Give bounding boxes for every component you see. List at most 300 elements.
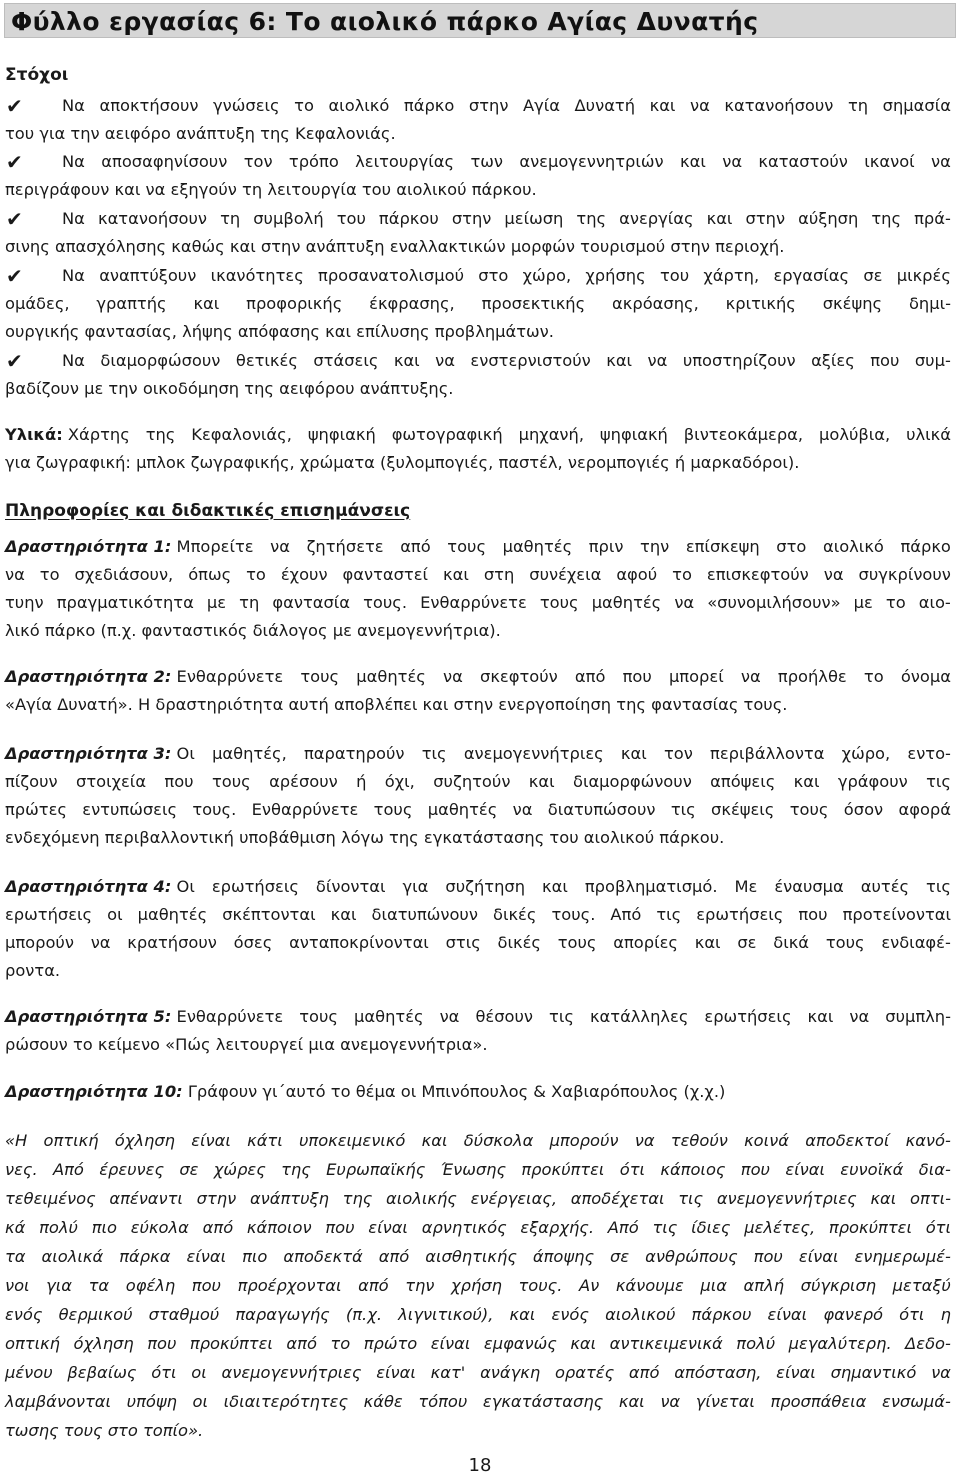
word: μπορεί bbox=[668, 667, 724, 686]
word: και bbox=[606, 351, 633, 370]
word: οπτική bbox=[43, 1131, 99, 1150]
word: από bbox=[400, 537, 431, 556]
word: ερωτήσεις bbox=[211, 877, 299, 896]
word: τους. bbox=[363, 593, 408, 612]
word: πάρκα bbox=[119, 1247, 171, 1266]
word: αποκτήσουν bbox=[99, 96, 199, 115]
word: τις bbox=[926, 877, 951, 896]
word: όσον bbox=[843, 800, 884, 819]
word: αποδεκτά bbox=[283, 1247, 363, 1266]
word: τις bbox=[656, 905, 682, 924]
word: αιο- bbox=[918, 593, 951, 612]
word: να bbox=[931, 1363, 951, 1382]
word: εύκολα bbox=[130, 1218, 189, 1237]
word: δια- bbox=[918, 1160, 951, 1179]
word: είναι bbox=[368, 1218, 408, 1237]
word: σταθμού bbox=[148, 1305, 220, 1324]
word: παραγωγής bbox=[235, 1305, 330, 1324]
word: τους. bbox=[551, 905, 596, 924]
word: οι bbox=[107, 905, 123, 924]
word: από bbox=[628, 1363, 660, 1382]
word: διατυπώνουν bbox=[371, 905, 478, 924]
word: εμφανώς bbox=[483, 1334, 557, 1353]
word: και bbox=[421, 1131, 448, 1150]
word: ανάπτυξη bbox=[249, 1189, 329, 1208]
word: μένου bbox=[5, 1363, 53, 1382]
word: Να bbox=[62, 351, 85, 370]
word: το bbox=[885, 593, 906, 612]
word: ψηφιακή bbox=[599, 425, 668, 444]
activity-label: Δραστηριότητα 2: bbox=[5, 667, 172, 686]
word: μελέτες, bbox=[744, 1218, 816, 1237]
word: είναι bbox=[376, 1363, 416, 1382]
word: ανεμογεννήτριες bbox=[463, 744, 604, 763]
activity-line: «Αγία Δυνατή». Η δραστηριότητα αυτή αποβλέπει και στην ενεργοποίηση της φαντασίας τους. bbox=[5, 695, 788, 714]
word: είναι bbox=[798, 1247, 839, 1266]
word: «συνομιλήσουν» bbox=[707, 593, 841, 612]
word: εγκατάστασης bbox=[482, 1392, 604, 1411]
word: από bbox=[358, 1276, 389, 1295]
word: που bbox=[753, 1247, 783, 1266]
word: αιολικής bbox=[386, 1189, 457, 1208]
word: ενστερνιστούν bbox=[470, 351, 591, 370]
word: ή bbox=[356, 772, 367, 791]
word: ενός bbox=[551, 1305, 589, 1324]
word: δίνονται bbox=[315, 877, 386, 896]
word: το bbox=[39, 565, 60, 584]
word: αιολικό bbox=[328, 96, 390, 115]
activity-line bbox=[5, 592, 951, 614]
goal-line bbox=[5, 293, 951, 315]
word: Να bbox=[62, 96, 85, 115]
word: που bbox=[622, 667, 652, 686]
word: αφορά bbox=[898, 800, 951, 819]
word: επισκεφτούν bbox=[706, 565, 809, 584]
word: συμ- bbox=[914, 351, 951, 370]
word: κανό- bbox=[905, 1131, 951, 1150]
word: υποστηρίζουν bbox=[682, 351, 796, 370]
word: κατάλληλες bbox=[589, 1007, 689, 1026]
word: προκύπτει bbox=[189, 1334, 273, 1353]
word: πολύ bbox=[39, 1218, 78, 1237]
word: εξαρχής. bbox=[520, 1218, 595, 1237]
word: έρευνες bbox=[99, 1160, 165, 1179]
word: απέναντι bbox=[109, 1189, 183, 1208]
quote-line: τωσης τους στο τοπίο». bbox=[5, 1421, 204, 1440]
word: αιολικού bbox=[605, 1305, 676, 1324]
word: κατανοήσουν bbox=[97, 209, 208, 228]
word: αποσαφηνίσουν bbox=[101, 152, 228, 171]
word: Δεδο- bbox=[905, 1334, 951, 1353]
word: Να bbox=[62, 209, 85, 228]
word: φανερό bbox=[823, 1305, 883, 1324]
word: Να bbox=[62, 152, 85, 171]
word: προτείνονται bbox=[842, 905, 951, 924]
word: χώρο, bbox=[841, 744, 891, 763]
word: να bbox=[439, 1007, 460, 1026]
word: και bbox=[620, 744, 647, 763]
word: να bbox=[270, 537, 290, 556]
goal-line: σινης απασχόλησης καθώς και στην ανάπτυξη εναλλακτικών μορφών τουρισμού στην περιοχή. bbox=[5, 237, 785, 256]
title-bar bbox=[4, 3, 956, 38]
word: αξίες bbox=[811, 351, 855, 370]
check-icon: ✔ bbox=[6, 349, 23, 373]
word: τεθειμένος bbox=[5, 1189, 96, 1208]
goals-heading: Στόχοι bbox=[5, 65, 69, 85]
word: κάποιος bbox=[660, 1160, 726, 1179]
word: από bbox=[286, 1334, 317, 1353]
word: Από bbox=[52, 1160, 84, 1179]
quote-line bbox=[5, 1391, 951, 1413]
word: ψηφιακή bbox=[307, 425, 376, 444]
word: σκέψεις bbox=[711, 800, 775, 819]
word: όχληση bbox=[73, 1334, 134, 1353]
word: και bbox=[542, 877, 568, 896]
activity-line bbox=[5, 904, 951, 926]
word: Ενθαρρύνετε bbox=[420, 593, 527, 612]
word: να bbox=[931, 152, 951, 171]
word: τα bbox=[88, 1276, 110, 1295]
word: το bbox=[863, 667, 884, 686]
word: ακρόασης, bbox=[612, 294, 699, 313]
word: από bbox=[574, 667, 606, 686]
word: λιγνιτικού), bbox=[398, 1305, 494, 1324]
word: προσανατολισμού bbox=[318, 266, 464, 285]
activity-line bbox=[5, 932, 951, 954]
word: καταστούν bbox=[758, 152, 848, 171]
word: να bbox=[823, 565, 844, 584]
word: Αγία bbox=[522, 96, 560, 115]
word: δημι- bbox=[908, 294, 951, 313]
goal-line bbox=[62, 151, 951, 173]
word: ανεμογεννήτριες bbox=[221, 1363, 362, 1382]
word: είναι bbox=[767, 1305, 808, 1324]
word: προήλθε bbox=[777, 667, 847, 686]
word: τις bbox=[926, 772, 951, 791]
word: φανταστεί bbox=[342, 565, 429, 584]
word: να bbox=[647, 351, 668, 370]
word: τη bbox=[847, 96, 869, 115]
word: (π.χ. bbox=[345, 1305, 383, 1324]
word: νες. bbox=[5, 1160, 38, 1179]
activity-line: ενδεχόμενη περιβαλλοντική υποβάθμιση λόγω της εγκατάστασης του αιολικού πάρκου. bbox=[5, 828, 725, 847]
word: της bbox=[576, 209, 607, 228]
word: ορατές bbox=[554, 1363, 615, 1382]
word: μεγαλύτερη. bbox=[788, 1334, 892, 1353]
word: διαμορφώνουν bbox=[572, 772, 692, 791]
word: από bbox=[202, 1218, 234, 1237]
word: το bbox=[672, 565, 692, 584]
word: προέρχονται bbox=[237, 1276, 342, 1295]
word: οπτι- bbox=[910, 1189, 951, 1208]
info-heading bbox=[5, 500, 410, 522]
line-lead: Δραστηριότητα 5: Ενθαρρύνετε bbox=[5, 1007, 284, 1026]
word: Ευρωπαϊκής bbox=[326, 1160, 426, 1179]
word: είναι bbox=[776, 1363, 816, 1382]
quote-line bbox=[5, 1130, 951, 1152]
word: να bbox=[849, 1007, 870, 1026]
activity-line bbox=[5, 564, 951, 586]
word: στην bbox=[745, 209, 786, 228]
activity-label: Δραστηριότητα 3: bbox=[5, 744, 172, 763]
word: προσεκτικής bbox=[481, 294, 586, 313]
word: δικές bbox=[492, 905, 537, 924]
word: τους bbox=[557, 933, 597, 952]
word: της bbox=[342, 1189, 373, 1208]
word: το bbox=[246, 565, 266, 584]
word: σκέπτονται bbox=[222, 905, 316, 924]
word: αύξηση bbox=[798, 209, 859, 228]
word: αιολικά bbox=[41, 1247, 104, 1266]
word: ομάδες, bbox=[5, 294, 70, 313]
word: ότι bbox=[151, 1363, 177, 1382]
word: της bbox=[281, 1160, 311, 1179]
word: μια bbox=[700, 1276, 727, 1295]
word: σημαντικό bbox=[830, 1363, 917, 1382]
activity-label: Δραστηριότητα 5: bbox=[5, 1007, 172, 1026]
word: υλικά bbox=[906, 425, 951, 444]
word: χρήση bbox=[450, 1276, 502, 1295]
word: σε bbox=[737, 933, 757, 952]
word: πρώτο bbox=[363, 1334, 418, 1353]
word: πρά- bbox=[914, 209, 951, 228]
word: μπορούν bbox=[549, 1131, 619, 1150]
word: απλή bbox=[743, 1276, 785, 1295]
activity-label: Δραστηριότητα 10: bbox=[5, 1082, 183, 1101]
word: Με bbox=[734, 877, 758, 896]
line-lead: Δραστηριότητα 2: Ενθαρρύνετε bbox=[5, 667, 284, 686]
quote-line bbox=[5, 1159, 951, 1181]
word: ενδιαφέ- bbox=[881, 933, 951, 952]
word: και bbox=[509, 1305, 536, 1324]
word: να bbox=[740, 667, 761, 686]
word: πάρκο bbox=[403, 96, 455, 115]
word: πρώτες bbox=[5, 800, 67, 819]
word: απόψεις bbox=[710, 772, 776, 791]
word: με bbox=[853, 593, 873, 612]
quote-line bbox=[5, 1217, 951, 1239]
word: αποδεκτοί bbox=[805, 1131, 890, 1150]
word: της bbox=[145, 425, 176, 444]
word: της bbox=[871, 209, 902, 228]
word: και bbox=[807, 1007, 834, 1026]
activity-line: Δραστηριότητα 10: Γράφουν γι΄αυτό το θέμα οι Μπινόπουλος & Χαβιαρόπουλος (χ.χ.) bbox=[5, 1082, 726, 1101]
word: ζητήσετε bbox=[306, 537, 384, 556]
page-number: 18 bbox=[468, 1455, 492, 1476]
word: του bbox=[336, 209, 366, 228]
activity-line bbox=[5, 536, 951, 558]
word: στη bbox=[483, 565, 515, 584]
word: στο bbox=[478, 266, 509, 285]
word: τους bbox=[373, 800, 413, 819]
word: τον bbox=[243, 152, 273, 171]
word: οπτική bbox=[5, 1334, 60, 1353]
word: είναι bbox=[186, 1247, 227, 1266]
word: είναι bbox=[191, 1131, 231, 1150]
word: τυην bbox=[5, 593, 44, 612]
check-icon: ✔ bbox=[6, 150, 23, 174]
word: κά bbox=[5, 1218, 26, 1237]
word: τρόπο bbox=[288, 152, 339, 171]
word: και bbox=[706, 209, 733, 228]
word: μαθητές bbox=[137, 905, 208, 924]
quote-line bbox=[5, 1246, 951, 1268]
word: διατυπώσουν bbox=[547, 800, 656, 819]
word: νοι bbox=[5, 1276, 30, 1295]
materials-label: Υλικά: bbox=[5, 425, 63, 444]
word: πάρκο bbox=[900, 537, 951, 556]
quote-line bbox=[5, 1333, 951, 1355]
word: χρήσης bbox=[585, 266, 646, 285]
word: τις bbox=[421, 744, 447, 763]
word: απορίες bbox=[613, 933, 678, 952]
word: γραπτής bbox=[96, 294, 167, 313]
word: ενέργειας, bbox=[470, 1189, 558, 1208]
word: και bbox=[443, 565, 469, 584]
word: όνομα bbox=[900, 667, 951, 686]
word: ενός bbox=[5, 1305, 43, 1324]
word: σύγκριση bbox=[800, 1276, 877, 1295]
activity-line: ρώσουν το κείμενο «Πώς λειτουργεί μια ανεμογεννήτρια». bbox=[5, 1035, 488, 1054]
goal-line: ουργικής φαντασίας, λήψης απόφασης και επίλυσης προβλημάτων. bbox=[5, 322, 554, 341]
word: αναπτύξουν bbox=[99, 266, 197, 285]
word: φωτογραφική bbox=[391, 425, 503, 444]
word: ερωτήσεις bbox=[704, 1007, 792, 1026]
word: να bbox=[512, 800, 533, 819]
word: οι bbox=[192, 1392, 208, 1411]
line-lead: Δραστηριότητα 3: Οι bbox=[5, 744, 195, 763]
activity-line bbox=[5, 771, 951, 793]
word: ενημερωμέ- bbox=[854, 1247, 951, 1266]
word: να bbox=[690, 96, 710, 115]
word: και bbox=[528, 772, 555, 791]
word: λειτουργίας bbox=[355, 152, 455, 171]
word: θέσουν bbox=[475, 1007, 533, 1026]
word: και bbox=[570, 1334, 597, 1353]
word: δικά bbox=[773, 933, 810, 952]
word: ικανότητες bbox=[210, 266, 304, 285]
activity-line: λικό πάρκο (π.χ. φανταστικός διάλογος με ανεμογεννήτρια). bbox=[5, 621, 501, 640]
word: να bbox=[435, 351, 455, 370]
word: σκέψης bbox=[822, 294, 883, 313]
word: να bbox=[5, 565, 25, 584]
word: μικρές bbox=[896, 266, 951, 285]
word: και bbox=[870, 1189, 897, 1208]
word: τη bbox=[220, 209, 241, 228]
word: να bbox=[674, 593, 695, 612]
word: στο bbox=[776, 537, 807, 556]
info-heading-text: Πληροφορίες και διδακτικές επισημάνσεις bbox=[5, 501, 411, 521]
goal-line bbox=[62, 265, 951, 287]
goal-line bbox=[62, 350, 951, 372]
word: προκύπτει bbox=[828, 1218, 912, 1237]
word: μαθητές, bbox=[212, 744, 287, 763]
word: Ενθαρρύνετε bbox=[251, 800, 359, 819]
word: μείωση bbox=[504, 209, 564, 228]
word: στην bbox=[196, 1189, 237, 1208]
word: των bbox=[470, 152, 503, 171]
word: πάρκου bbox=[378, 209, 439, 228]
word: έκφρασης, bbox=[369, 294, 455, 313]
word: που bbox=[740, 1160, 770, 1179]
word: υπόψη bbox=[126, 1392, 177, 1411]
word: μεταξύ bbox=[892, 1276, 951, 1295]
word: κριτικής bbox=[725, 294, 796, 313]
word: συνέχεια bbox=[529, 565, 602, 584]
word: κάποιον bbox=[246, 1218, 312, 1237]
word: ότι bbox=[899, 1305, 925, 1324]
word: Να bbox=[62, 266, 85, 285]
word: στοιχεία bbox=[76, 772, 147, 791]
word: από bbox=[378, 1247, 410, 1266]
activity-line bbox=[5, 1006, 951, 1028]
word: πιο bbox=[91, 1218, 117, 1237]
quote-line bbox=[5, 1275, 951, 1297]
word: που bbox=[191, 1276, 221, 1295]
word: απόσταση, bbox=[674, 1363, 762, 1382]
word: κρατήσουν bbox=[127, 933, 217, 952]
word: λαμβάνονται bbox=[5, 1392, 112, 1411]
word: να bbox=[443, 667, 463, 686]
word: ότι bbox=[925, 1218, 951, 1237]
word: για bbox=[46, 1276, 73, 1295]
word: σημασία bbox=[882, 96, 951, 115]
word: όχληση bbox=[114, 1131, 175, 1150]
word: εντυπώσεις bbox=[82, 800, 178, 819]
word: ανεργίας bbox=[619, 209, 694, 228]
word: μαθητές bbox=[591, 593, 662, 612]
word: σε bbox=[179, 1160, 199, 1179]
word: Κεφαλονιάς, bbox=[191, 425, 292, 444]
word: φαντασία bbox=[272, 593, 351, 612]
word: ερωτήσεις bbox=[5, 905, 93, 924]
word: να bbox=[722, 152, 743, 171]
word: και bbox=[649, 96, 676, 115]
word: Αν bbox=[579, 1276, 600, 1295]
word: την bbox=[405, 1276, 435, 1295]
word: συζητούν bbox=[433, 772, 511, 791]
word: πάρκου bbox=[691, 1305, 752, 1324]
word: προβληματισμό. bbox=[584, 877, 718, 896]
materials-line: για ζωγραφική: μπλοκ ζωγραφικής, χρώματα (ξυλομπογιές, παστέλ, νερομπογιές ή μαρκαδόροι). bbox=[5, 453, 800, 472]
word: βεβαίως bbox=[67, 1363, 137, 1382]
word: τεθούν bbox=[670, 1131, 728, 1150]
word: σχεδιάσουν, bbox=[74, 565, 174, 584]
word: προσπάθεια bbox=[770, 1392, 867, 1411]
word: Από bbox=[610, 905, 642, 924]
word: χάρτη, bbox=[703, 266, 760, 285]
word: ανεμογεννητριών bbox=[519, 152, 664, 171]
word: σε bbox=[610, 1247, 630, 1266]
word: αφού bbox=[616, 565, 658, 584]
check-icon: ✔ bbox=[6, 94, 23, 118]
word: δύσκολα bbox=[463, 1131, 534, 1150]
word: οι bbox=[191, 1363, 207, 1382]
word: ίδιες bbox=[691, 1218, 731, 1237]
word: ανάγκη bbox=[480, 1363, 541, 1382]
word: στην bbox=[468, 96, 509, 115]
word: κοινά bbox=[744, 1131, 789, 1150]
goal-line: περιγράφουν και να εξηγούν τη λειτουργία του αιολικού πάρκου. bbox=[5, 180, 537, 199]
word: και bbox=[193, 294, 220, 313]
activity-line bbox=[5, 799, 951, 821]
word: παρατηρούν bbox=[303, 744, 405, 763]
word: τις bbox=[678, 1189, 704, 1208]
materials-line bbox=[5, 424, 951, 446]
activity-line bbox=[5, 743, 951, 765]
word: που bbox=[164, 772, 194, 791]
word: ενσωμά- bbox=[882, 1392, 951, 1411]
